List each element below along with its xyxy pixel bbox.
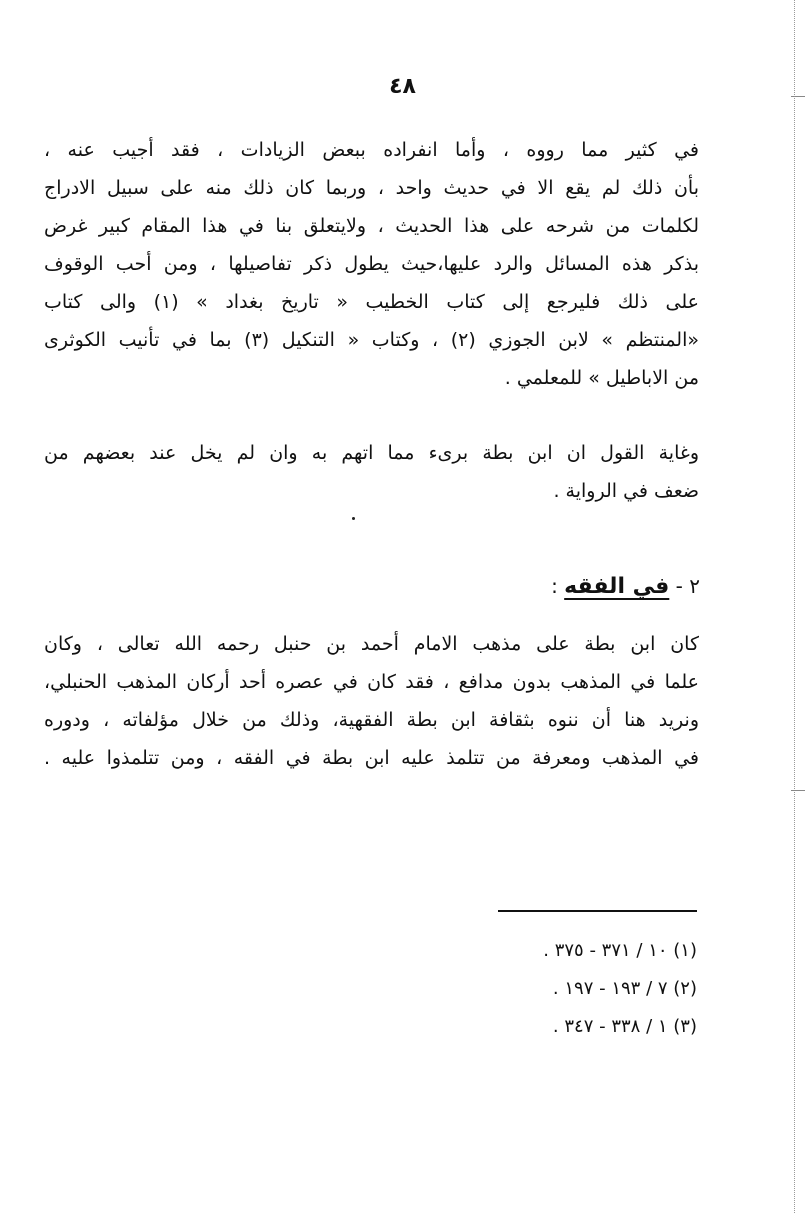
footnote: (١) ١٠ / ٣٧١ - ٣٧٥ . [543,940,697,961]
section-heading [551,574,700,599]
text-line: بأن ذلك لم يقع الا في حديث واحد ، وربما كان ذلك منه على سبيل الادراج [44,177,699,199]
text-line: علما في المذهب بدون مدافع ، فقد كان في عصره أحد أركان المذهب الحنبلي، [44,671,699,693]
text-line: ضعف في الرواية . [553,480,699,502]
scan-speck [352,517,355,520]
paragraph-1 [44,131,699,397]
text-line: في المذهب ومعرفة من تتلمذ عليه ابن بطة في الفقه ، ومن تتلمذوا عليه . [44,747,699,769]
text-line: بذكر هذه المسائل والرد عليها،حيث يطول ذكر تفاصيلها ، ومن أحب الوقوف [44,253,699,275]
text-line: وغاية القول ان ابن بطة برىء مما اتهم به وان لم يخل عند بعضهم من [44,442,699,464]
page-edge-mark [791,790,805,791]
paragraph-2 [44,434,699,510]
paragraph-3 [44,625,699,777]
text-line: «المنتظم » لابن الجوزي (٢) ، وكتاب « التنكيل (٣) بما في تأنيب الكوثرى [44,329,699,351]
text-line: لكلمات من شرحه على هذا الحديث ، ولايتعلق بنا في هذا المقام كبير غرض [44,215,699,237]
footnotes [397,932,697,1046]
section-number: ٢ - [675,574,700,598]
footnote-separator [498,910,697,912]
page-number: ٤٨ [389,74,416,99]
text-line: على ذلك فليرجع إلى كتاب الخطيب « تاريخ بغداد » (١) والى كتاب [44,291,699,313]
text-line: في كثير مما رووه ، وأما انفراده ببعض الزيادات ، فقد أجيب عنه ، [44,139,699,161]
footnote: (٢) ٧ / ١٩٣ - ١٩٧ . [552,978,697,999]
footnote: (٣) ١ / ٣٣٨ - ٣٤٧ . [552,1016,697,1037]
page-edge-line [794,0,795,1213]
text-line: من الاباطيل » للمعلمي . [504,367,699,389]
section-colon: : [551,574,558,598]
section-title: في الفقه [564,574,670,599]
text-line: ونريد هنا أن ننوه بثقافة ابن بطة الفقهية، وذلك من خلال مؤلفاته ، ودوره [44,709,699,731]
text-line: كان ابن بطة على مذهب الامام أحمد بن حنبل رحمه الله تعالى ، وكان [44,633,699,655]
